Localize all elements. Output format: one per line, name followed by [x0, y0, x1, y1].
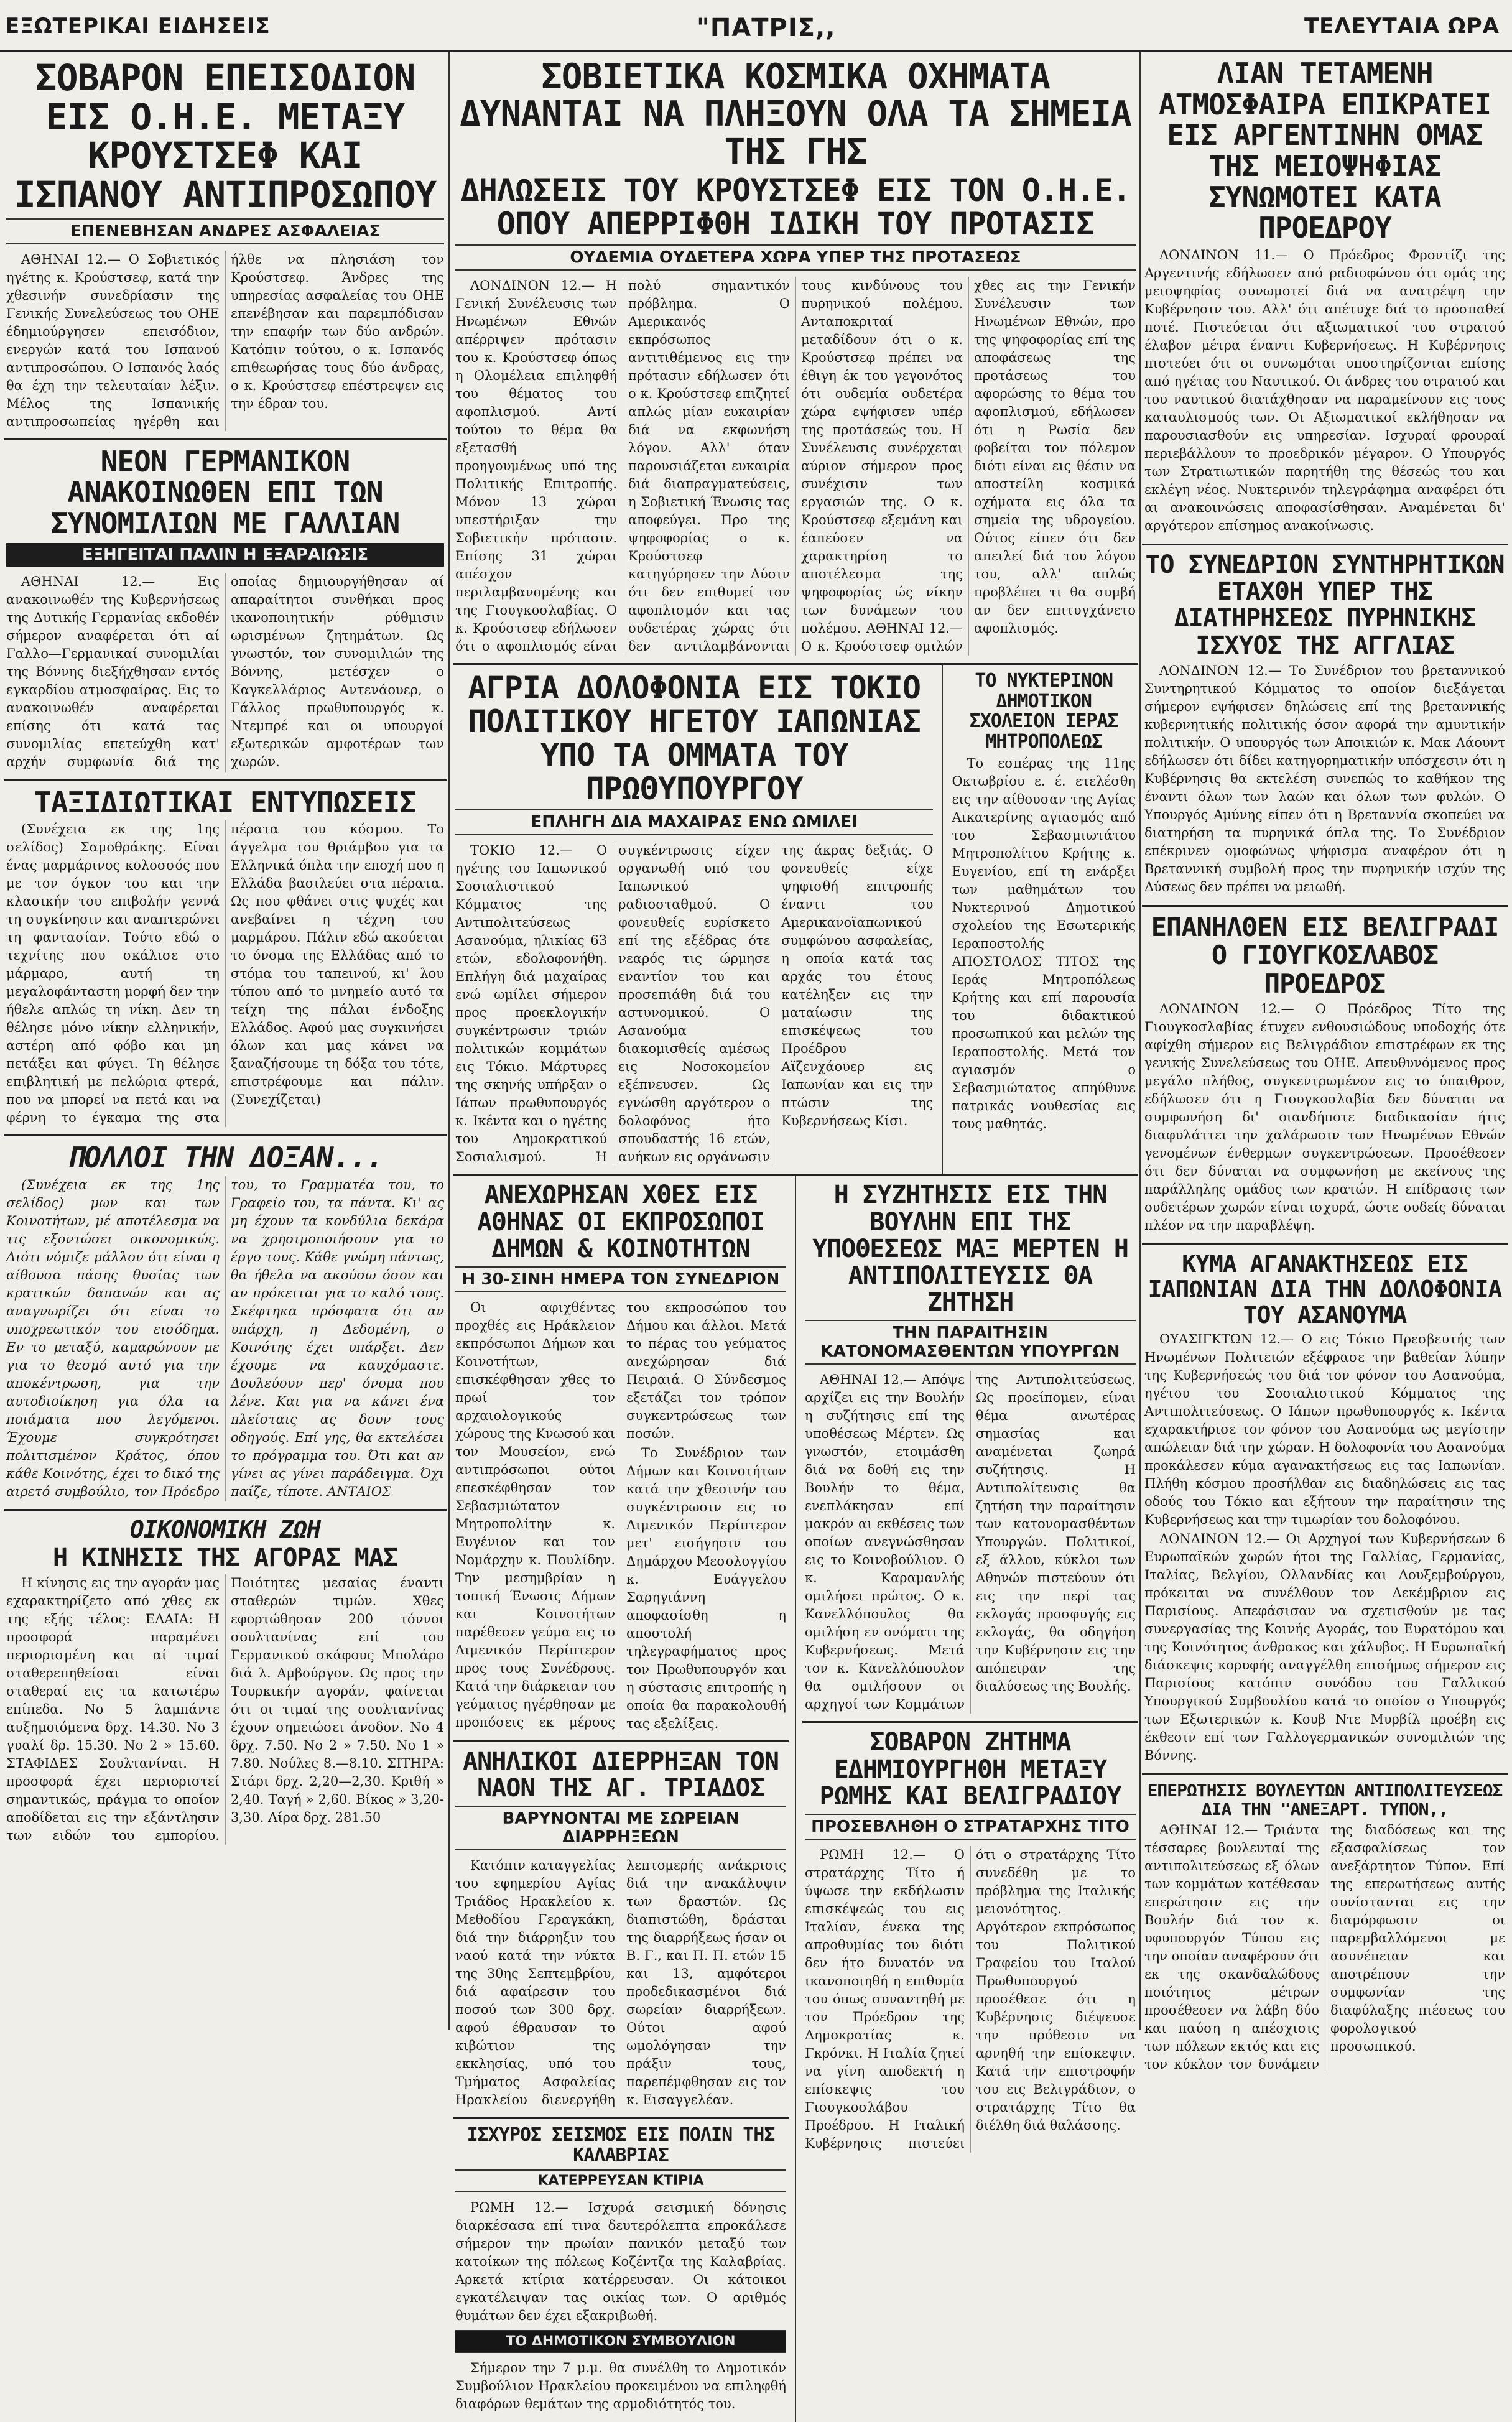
article-german-communique: [4, 440, 447, 781]
column-rule: [942, 665, 943, 1174]
column-rule: [1139, 52, 1141, 2030]
headline: ΑΝΕΧΩΡΗΣΑΝ ΧΘΕΣ ΕΙΣ ΑΘΗΝΑΣ ΟΙ ΕΚΠΡΟΣΩΠΟΙ ΔΗΜΩΝ & ΚΟΙΝΟΤΗΤΩΝ: [477, 1181, 764, 1263]
article-body: ΛΟΝΔΙΝΟΝ 12.— Ο Πρόεδρος Τίτο της Γιουγκοσλαβίας έτυχεν ενθουσιώδους υποδοχής ότε αφίχθη σήμερον εις Βελιγράδιον επιστρέφων εκ της γενικής Συνελεύσεως του ΟΗΕ. Απευθυνόμενος προς μεγάλο πλήθος, συγκεντρωμένον εις το ύπαιθρον, εδήλωσεν ότι η Γιουγκοσλαβία δεν δύναται να συμφωνήση δι' οιανδήποτε διαδικασίαν ήτις διαφυλάττει την χαλάρωσιν των Ηνωμένων Εθνών γενομένων ένθερμων συγκεντρώσεων. Προσέθεσεν ότι δεν δύναται να συμφωνήση με εκείνους της παράλληλης ομάδος των κρατών. Η επίδρασις των ουδετέρων χωρών είναι ισχυρά, ώστε ουδείς δύναται πλέον να την παραβλέψη.: [1144, 1001, 1505, 1233]
article-body: (Συνέχεια εκ της 1ης σελίδος) μων και των Κοινοτήτων, μέ αποτέλεσμα να τις εξοντώσει οικονομικώς. Διότι νόμιζε μάλλον ότι είναι η αίθουσα πάσης θυσίας των κρατικών δαπανών και ας αναγνωρίζει ότι είναι το υποχρεωτικόν του εισόδημα. Εν το μεταξύ, καμαρώνουν με για το θεσμό αυτό για την αποκέντρωση, για την αυτοδιοίκηση για όλα τα ποιάματα που λεγόμενοι. Έχουμε συγκρότησει πολιτισμένον Κράτος, όπου κάθε Κοινότης, έχει το δικό της αιρετό συμβούλιο, τον Πρόεδρο του, το Γραμματέα του, το Γραφείο του, τα πάντα. Κι' ας μη έχουν τα κονδύλια δεκάρα να χρησιμοποιήσουν για το έργο τους. Κάθε γνώμη πάντως, θα ήθελα να ακούσω όσον και αν πρόκειται για το καλό τους. Σκέφτηκα πρόσφατα ότι αν υπάρχη, η Δεδομένη, ο Κοινότης έχει υπάρξει. Δεν έχουμε να καυχόμαστε. Δουλεύουν περ' όνομα που λένε. Και για να κάνει ένα πλείσταις ας δουν τους οδηγούς. Επί γης, θα εκτελέσει το πρόγραμμα του. Ότι και αν γίνει ας γίνει παράδειγμα. Όχι παίζε, τίποτε. ΑΝΤΑΙΟΣ: [6, 1177, 444, 1499]
article-argentina: [1142, 52, 1508, 545]
column-left: [4, 52, 447, 2030]
article-body: (Συνέχεια εκ της 1ης σελίδος) Σαμοθράκης. Είναι ένας μαρμάρινος κολοσσός που με τον όγκον του και την κλασικήν του επιβολήν γεννά τη συγκίνησιν και αναπτερώνει τη φαντασίαν. Τούτο εδώ ο τεχνίτης που σκάλισε στο μάρμαρο, αυτή τη μεγαλοφάνταστη μορφή δεν την ήθελε απλώς τη νίκη. Δεν τη θέλησε μόνο νίκην ελληνικήν, αστέρη από φόβο και μη πετάξει και φύγει. Τη θέλησε επιβλητική με πελώρια φτερά, που να μπορεί να πετά και να φέρνη το έγκαμα της στα πέρατα του κόσμου. Το άγγελμα του θριάμβου για τα Ελληνικά όπλα την εποχή που η Ελλάδα βασιλεύει στα πέρατα. Ως που φθάνει στις ψυχές και ανεβαίνει η τέχνη του μαρμάρου. Πάλιν εδώ ακούεται το όνομα της Ελλάδας από το στόμα του ταπεινού, κι' λου τύπου από το μνημείο αυτό τα τείχη της πάλαι ένδοξης Ελλάδος. Αφού μας συγκινήσει όλων και μας κάνει να ξαναζήσουμε τη δόξα του τότε, επιστρέφουμε και πάλιν. (Συνεχίζεται): [6, 822, 444, 1126]
article-travel-impressions: [4, 781, 447, 1137]
article-body: ΟΥΑΣΙΓΚΤΩΝ 12.— Ο εις Τόκιο Πρεσβευτής των Ηνωμένων Πολιτειών εξέφρασε την βαθείαν λύπην της Κυβερνήσεώς του διά τον φόνον του Ασανούμα, ηγέτου του Σοσιαλιστικού Κόμματος της Αντιπολιτεύσεως. Ο Ιάπων πρωθυπουργός κ. Ικέντα εχαρακτήρισε τον φόνον του Ασανούμα ως μεγίστην απώλειαν διά την χώραν. Η δολοφονία του Ασανούμα προκάλεσεν κύμα αγανακτήσεως εις τας Ιαπωνίαν. Πλήθη κόσμου προσήλθαν εις διαδηλώσεις εις τας οδούς του Τόκιο και εξήτουν την παραίτησιν της Κυβερνήσεως και την τιμωρίαν του δολοφόνου. ΛΟΝΔΙΝΟΝ 12.— Οι Αρχηγοί των Κυβερνήσεων 6 Ευρωπαϊκών χωρών ήτοι της Γαλλίας, Γερμανίας, Ιταλίας, Βελγίου, Ολλανδίας και Λουξεμβούργου, πρόκειται να συνέλθουν τον Δεκέμβριον εις Παρισίους. Απεφάσισαν να σχετισθούν με τας συνεργασίας της Κοινής Αγοράς, του Ευρατόμου και της Κοινότητος άνθρακος και χάλυβος. Η Ευρωπαϊκή διάσκεψις κορυφής αναγγέλθη επισήμως σήμερον εις Παρισίους κατόπιν συνόδου του Γαλλικού Υπουργικού Συμβουλίου κατά το οποίον ο Υπουργός των Εξωτερικών κ. Κουβ Ντε Μυρβίλ προέβη εις έκθεσιν επί των Γαλλογερμανικών συνομιλιών της Βόννης.: [1144, 1331, 1505, 1763]
article-calabria-quake: [453, 2119, 789, 2422]
article-body: ΑΘΗΝΑΙ 12.— Εις ανακοινωθέν της Κυβερνήσεως της Δυτικής Γερμανίας εκδοθέν σήμερον αναφέρεται ότι αί Γαλλο—Γερμανικαί συνομιλίαι της Βόννης διεξήχθησαν εντός εγκαρδίου ατμοσφαίρας. Εις το ανακοινωθέν αναφέρεται επίσης ότι κατά τας συνομιλίας επετεύχθη κατ' αρχήν συμφωνία διά της οποίας δημιουργήθησαν αί απαραίτητοι συνθήκαι προς ικανοποιητικήν ρύθμισιν ωρισμένων ζητημάτων. Ως γνωστόν, τον συνομιλιών της Βόννης, μετέσχεν ο Καγκελλάριος Αντενάουερ, ο Γάλλος πρωθυπουργός κ. Ντεμπρέ και οι υπουργοί εξωτερικών αμφοτέρων των χωρών.: [6, 573, 444, 769]
headline: ΚΥΜΑ ΑΓΑΝΑΚΤΗΣΕΩΣ ΕΙΣ ΙΑΠΩΝΙΑΝ ΔΙΑ ΤΗΝ ΔΟΛΟΦΟΝΙΑ ΤΟΥ ΑΣΑΝΟΥΜΑ: [1148, 1250, 1502, 1329]
article-un-incident: [4, 52, 447, 440]
article-body: ΡΩΜΗ 12.— Ο στρατάρχης Τίτο ή ύψωσε την εκδήλωσιν επισκέψεώς του εις Ιταλίαν, ένεκα της απροθυμίας του διότι δεν ήτο δυνατόν να ικανοποιηθή η επιθυμία του όπως συναντηθή με τον Πρόεδρον της Δημοκρατίας κ. Γκρόνκι. Η Ιταλία ζητεί να γίνη αποδεκτή η επίσκεψις του Γιουγκοσλάβου Προέδρου. Η Ιταλική Κυβέρνησις πιστεύει ότι ο στρατάρχης Τίτο συνεδέθη με το πρόβλημα της Ιταλικής μειονότητος. Αργότερον εκπρόσωπος του Πολιτικού Γραφείου του Ιταλού Πρωθυπουργού προσέθεσε ότι η Κυβέρνησις διέψευσε την πρόθεσιν να αρνηθή την επίσκεψιν. Κατά την επιστροφήν του εις Βελιγράδιον, ο στρατάρχης Τίτο θα διέλθη διά θαλάσσης.: [805, 1847, 1136, 2151]
subheadline: ΕΠΛΗΓΗ ΔΙΑ ΜΑΧΑΙΡΑΣ ΕΝΩ ΩΜΙΛΕΙ: [455, 809, 933, 835]
row-tokyo: [453, 665, 1138, 1176]
article-body: ΛΟΝΔΙΝΟΝ 12.— Το Συνέδριον του βρεταννικού Συντηρητικού Κόμματος το οποίον διεξάγεται σήμερον εψήφισεν δηλώσεις επί της βρεταννικής κυβερνητικής πολιτικής όσον αφορά την αμυντικήν πολιτικήν. Ο υπουργός των Αποικιών κ. Μακ Λάουντ εδήλωσεν ότι δίδει κατηγορηματικήν υπόσχεσιν ότι η Κυβέρνησις θα εκτελέση συνεπώς το καθήκον της έναντι όλων των λαών και όλων των φυλών. Ο Υπουργός Αμύνης είπεν ότι η Βρεταννία σκοπεύει να διατηρήση τα πυρηνικά όπλα της. Το Συνέδριον επέκρινεν ομοφώνως ψήφισμα αναφέρον ότι η Βρεταννική συμβολή προς την πυρηνικήν ισχύν της Δύσεως δεν πρέπει να μειωθή.: [1144, 662, 1505, 894]
article-economy: [4, 1511, 447, 1852]
article-tito-returns: [1142, 907, 1508, 1245]
headline: ΤΟ ΣΥΝΕΔΡΙΟΝ ΣΥΝΤΗΡΗΤΙΚΩΝ ΕΤΑΧΘΗ ΥΠΕΡ ΤΗΣ ΔΙΑΤΗΡΗΣΕΩΣ ΠΥΡΗΝΙΚΗΣ ΙΣΧΥΟΣ ΤΗΣ ΑΓΓΛΙΑΣ: [1145, 550, 1505, 660]
headline: ΠΟΛΛΟΙ ΤΗΝ ΔΟΞΑΝ...: [67, 1141, 383, 1175]
article-municipal-reps: [453, 1176, 789, 1742]
subheadline: ΚΑΤΕΡΡΕΥΣΑΝ ΚΤΙΡΙΑ: [455, 2169, 786, 2192]
article-body: Σήμερον την 7 μ.μ. θα συνέλθη το Δημοτικόν Συμβούλιον Ηρακλείου προκειμένου να επιληφθή διαφόρων θεμάτων της αρμοδιότητός του.: [455, 2360, 786, 2412]
article-rome-belgrade: [802, 1723, 1138, 2160]
headline-secondary: ΔΗΛΩΣΕΙΣ ΤΟΥ ΚΡΟΥΣΤΣΕΦ ΕΙΣ ΤΟΝ Ο.Η.Ε. ΟΠΟΥ ΑΠΕΡΡΙΦΘΗ ΙΔΙΚΗ ΤΟΥ ΠΡΟΤΑΣΙΣ: [460, 172, 1131, 243]
subheadline: ΤΗΝ ΠΑΡΑΙΤΗΣΙΝ ΚΑΤΟΝΟΜΑΣΘΕΝΤΩΝ ΥΠΟΥΡΓΩΝ: [805, 1320, 1136, 1365]
headline: Η ΚΙΝΗΣΙΣ ΤΗΣ ΑΓΟΡΑΣ ΜΑΣ: [53, 1543, 397, 1572]
article-body: ΡΩΜΗ 12.— Ισχυρά σεισμική δόνησις διαρκέσασα επί τινα δευτερόλεπτα επροκάλεσε σήμερον την πρωίαν πανικόν μεταξύ των κατοίκων της πόλεως Κοζέντζα της Καλαβρίας. Αρκετά κτίρια κατέρρευσαν. Οι κάτοικοι εγκατέλειψαν τας οικίας των. Ο αριθμός θυμάτων δεν έχει εξακριβωθή.: [455, 2200, 786, 2324]
subheadline: Η 30-ΣΙΝΗ ΗΜΕΡΑ ΤΟΝ ΣΥΝΕΔΡΙΟΝ: [455, 1266, 786, 1292]
article-conservatives: [1142, 545, 1508, 907]
article-body: ΑΘΗΝΑΙ 12.— Τριάντα τέσσαρες βουλευταί της αντιπολιτεύσεως εξ όλων των κομμάτων κατέθεσαν επερώτησιν εις την Βουλήν διά τον κ. υφυπουργόν Τύπου εις την οποίαν αναφέρουν ότι εκ της σκανδαλώδους ποιότητος μέτρων προσέθεσεν να λάβη δύο και παύση η απέσχισις των πόλεων εκτός και εις τον κύκλον τον δυνάμειν της διαδόσεως και της εξασφαλίσεως τον ανεξάρτητον Τύπον. Επί της επερωτήσεως αυτής συνίστανται εις την διαμόρφωσιν οι παρεμβαλλόμενοι με ασυνέπειαν και αποτρέπουν την συμφωνίαν της διαφύλαξης πιέσεως του φορολογικού προσωπικού.: [1144, 1822, 1505, 2072]
article-body: Η κίνησις εις την αγοράν μας εχαρακτηρίζετο από χθες εκ της εξής τέλος: ΕΛΑΙΑ: Η προσφορά παραμένει περιορισμένη και αί τιμαί σταθερεπηθείσαι είναι σταθεραί εις τα κατωτέρω επίπεδα. Νο 5 λαμπάντε αυξημοιόμενα δρχ. 14.30. Νο 3 γυαλί δρ. 15.30. Νο 2 » 15.60. ΣΤΑΦΙΔΕΣ Σουλτανίναι. Η προσφορά έχει περιοριστεί σημαντικώς, πράγμα το οποίον αποδίδεται εις την εξάντλησιν των ειδών του εμπορίου. Ποιότητες μεσαίας έναντι σταθερών τιμών. Χθες εφορτώθησαν 200 τόννοι σουλτανίνας επί του Γερμανικού σκάφους Μπολάρο διά λ. Αμβούργον. Ως προς την Τουρκικήν αγοράν, φαίνεται ότι οι τιμαί της σουλτανίνας έχουν σημειώσει άνοδον. Νο 4 δρχ. 7.50. Νο 2 » 7.50. Νο 1 » 7.80. Νούλες 8.—8.10. ΣΙΤΗΡΑ: Στάρι δρχ. 2,20—2,30. Κριθή » 2,40. Ταγή » 2,60. Βίκος » 3,20-3,30. Λίρα δρχ. 281.50: [6, 1575, 444, 1844]
column-rule: [448, 52, 450, 2030]
headline: ΙΣΧΥΡΟΣ ΣΕΙΣΜΟΣ ΕΙΣ ΠΟΛΙΝ ΤΗΣ ΚΑΛΑΒΡΙΑΣ: [466, 2124, 775, 2166]
article-mertens-debate: [802, 1176, 1138, 1723]
subheadline: ΕΞΗΓΕΙΤΑΙ ΠΑΛΙΝ Η ΕΞΑΡΑΙΩΣΙΣ: [6, 543, 444, 567]
lower-center-left: [453, 1176, 789, 2422]
column-rule: [795, 1176, 796, 2422]
subheadline: ΒΑΡΥΝΟΝΤΑΙ ΜΕ ΣΩΡΕΙΑΝ ΔΙΑΡΡΗΞΕΩΝ: [455, 1806, 786, 1850]
subheadline: ΟΥΔΕΜΙΑ ΟΥΔΕΤΕΡΑ ΧΩΡΑ ΥΠΕΡ ΤΗΣ ΠΡΟΤΑΣΕΩΣ: [455, 244, 1136, 271]
newspaper-title: "ΠΑΤΡΙΣ,,: [697, 14, 836, 42]
article-body: Το εσπέρας της 11ης Οκτωβρίου ε. έ. ετελέσθη εις την αίθουσαν της Αγίας Αικατερίνης αγιασμός από του Σεβασμιωτάτου Μητροπολίτου Κρήτης κ. Ευγενίου, επί τη ενάρξει των μαθημάτων του Νυκτερινού Δημοτικού σχολείου της Εσωτερικής Ιεραποστολής ΑΠΟΣΤΟΛΟΣ ΤΙΤΟΣ της Ιεράς Μητροπόλεως Κρήτης και επί παρουσία του διδακτικού προσωπικού και μελών της Ιεραποστολής. Μετά τον αγιασμόν ο Σεβασμιώτατος απηύθυνε πατρικάς νουθεσίας εις τους μαθητάς.: [952, 755, 1136, 1131]
headline: ΣΟΒΑΡΟΝ ΖΗΤΗΜΑ ΕΔΗΜΙΟΥΡΓΗΘΗ ΜΕΤΑΞΥ ΡΩΜΗΣ ΚΑΙ ΒΕΛΙΓΡΑΔΙΟΥ: [819, 1728, 1121, 1811]
article-church-burglary: [453, 1742, 789, 2119]
section-label-right: ΤΕΛΕΥΤΑΙΑ ΩΡΑ: [1304, 14, 1500, 39]
subheadline: ΕΠΕΝΕΒΗΣΑΝ ΑΝΔΡΕΣ ΑΣΦΑΛΕΙΑΣ: [6, 218, 444, 244]
headline: ΣΟΒΑΡΟΝ ΕΠΕΙΣΟΔΙΟΝ ΕΙΣ Ο.Η.Ε. ΜΕΤΑΞΥ ΚΡΟΥΣΤΣΕΦ ΚΑΙ ΙΣΠΑΝΟΥ ΑΝΤΙΠΡΟΣΩΠΟΥ: [14, 57, 437, 216]
section-headline: ΟΙΚΟΝΟΜΙΚΗ ΖΩΗ: [129, 1515, 321, 1543]
headline: ΛΙΑΝ ΤΕΤΑΜΕΝΗ ΑΤΜΟΣΦΑΙΡΑ ΕΠΙΚΡΑΤΕΙ ΕΙΣ ΑΡΓΕΝΤΙΝΗΝ ΟΜΑΣ ΤΗΣ ΜΕΙΟΨΗΦΙΑΣ ΣΥΝΩΜΟΤΕΙ ΚΑΤΑ ΠΡΟΕΔΡΟΥ: [1159, 57, 1491, 245]
row-quake: [453, 2119, 789, 2422]
article-soviet-space: [453, 52, 1138, 665]
article-body: ΤΟΚΙΟ 12.— Ο ηγέτης του Ιαπωνικού Σοσιαλιστικού Κόμματος της Αντιπολιτεύσεως Ασανούμα, ηλικίας 63 ετών, εδολοφονήθη. Επλήγη διά μαχαίρας ενώ ωμίλει σήμερον προς προεκλογικήν συγκέντρωσιν τριών πολιτικών κομμάτων εις Τόκιο. Μάρτυρες της σκηνής υπήρξαν ο Ιάπων πρωθυπουργός κ. Ικέντα και ο ηγέτης του Δημοκρατικού Σοσιαλισμού. Η συγκέντρωσις είχεν οργανωθή υπό του Ιαπωνικού ραδιοσταθμού. Ο φονευθείς ευρίσκετο επί της εξέδρας ότε νεαρός τις ώρμησε εναντίον του και προσεπιάθη διά του αστυνομικού. Ο Ασανούμα διακομισθείς αμέσως εις Νοσοκομείον εξέπνευσεν. Ως εγνώσθη αργότερον ο δολοφόνος ήτο σπουδαστής 16 ετών, ανήκων εις οργάνωσιν της άκρας δεξιάς. Ο φονευθείς είχε ψηφισθή επιτροπής έναντι του Αμερικανοϊαπωνικού συμφώνου ασφαλείας, η οποία κατά τας αρχάς του έτους κατέληξεν εις την ματαίωσιν της επισκέψεως του Προέδρου Αϊζενχάουερ εις Ιαπωνίαν και εις την πτώσιν της Κυβερνήσεως Κίσι.: [455, 843, 934, 1165]
masthead: [0, 0, 1512, 52]
article-body: Οι αφιχθέντες προχθές εις Ηράκλειον εκπρόσωποι Δήμων και Κοινοτήτων, επισκέφθησαν χθες το πρωί τον αρχαιολογικούς χώρους της Κνωσού και τον Μουσείον, ενώ αντιπρόσωποι ούτοι επεσκέφθησαν τον Σεβασμιώτατον Μητροπολίτην κ. Ευγένιον και τον Νομάρχην κ. Πουλίδην. Την μεσημβρίαν η τοπική Ένωσις Δήμων και Κοινοτήτων παρέθεσεν γεύμα εις το Λιμενικόν Περίπτερον προς τους Συνέδρους. Κατά την διάρκειαν του γεύματος ηγέρθησαν με προπόσεις εκ μέρους του εκπροσώπου του Δήμου και άλλοι. Μετά το πέρας του γεύματος ανεχώρησαν διά Πειραιά. Ο Σύνδεσμος εξετάζει τον τρόπον συγκεντρώσεως των ποσών. Το Συνέδριον των Δήμων και Κοινοτήτων κατά την χθεσινήν του συγκέντρωσιν εις το Λιμενικόν Περίπτερον μετ' εισήγησιν του Δημάρχου Μεσολογγίου κ. Ευάγγελου Σαρηγιάννη αποφασίσθη η αποστολή τηλεγραφήματος προς τον Πρωθυπουργόν και η σύστασις επιτροπής η οποία θα παρακολουθή τας εξελίξεις.: [455, 1299, 786, 1731]
subheadline: ΠΡΟΣΕΒΛΗΘΗ Ο ΣΤΡΑΤΑΡΧΗΣ ΤΙΤΟ: [805, 1814, 1136, 1840]
headline: ΕΠΑΝΗΛΘΕΝ ΕΙΣ ΒΕΛΙΓΡΑΔΙ Ο ΓΙΟΥΓΚΟΣΛΑΒΟΣ ΠΡΟΕΔΡΟΣ: [1151, 911, 1499, 999]
headline: ΑΝΗΛΙΚΟΙ ΔΙΕΡΡΗΞΑΝ ΤΟΝ ΝΑΟΝ ΤΗΣ ΑΓ. ΤΡΙΑΔΟΣ: [463, 1747, 779, 1803]
article-body: Κατόπιν καταγγελίας του εφημερίου Αγίας Τριάδος Ηρακλείου κ. Μεθοδίου Γεραγκάκη, διά την διάρρηξιν του ναού κατά την νύκτα της 30ης Σεπτεμβρίου, διά αφαίρεσιν του ποσού των 300 δρχ. αφού έθραυσαν το κιβώτιον της εκκλησίας, υπό του Τμήματος Ασφαλείας Ηρακλείου διενεργήθη λεπτομερής ανάκρισις διά την ανακάλυψιν των δραστών. Ως διαπιστώθη, δράσται της διαρρήξεως ήσαν οι Β. Γ., και Π. Π. ετών 15 και 13, αμφότεροι προδεδικασμένοι διά σωρείαν διαρρήξεων. Ούτοι αφού ωμολόγησαν την πράξιν τους, παρεπέμφθησαν εις τον κ. Εισαγγελέαν.: [455, 1858, 786, 2108]
headline: ΤΟ ΝΥΚΤΕΡΙΝΟΝ ΔΗΜΟΤΙΚΟΝ ΣΧΟΛΕΙΟΝ ΙΕΡΑΣ ΜΗΤΡΟΠΟΛΕΩΣ: [969, 670, 1118, 753]
row-lower-center: [453, 1176, 1138, 2422]
article-night-school: [949, 665, 1138, 1174]
article-body: ΛΟΝΔΙΝΟΝ 12.— Η Γενική Συνέλευσις των Ηνωμένων Εθνών απέρριψεν πρότασιν του κ. Κρούστσεφ όπως η Ολομέλεια επιληφθή του θέματος του αφοπλισμού. Αντί τούτου το θέμα θα εξετασθή προηγουμένως υπό της Πολιτικής Επιτροπής. Μόνον 13 χώραι υπεστήριξαν την Σοβιετικήν πρότασιν. Επίσης 31 χώραι απέσχον περιλαμβανομένης και της Γιουγκοσλαβίας. Ο κ. Κρούστσεφ εδήλωσεν ότι ο αφοπλισμός είναι πολύ σημαντικόν πρόβλημα. Ο Αμερικανός εκπρόσωπος αντιτιθέμενος εις την πρότασιν εδήλωσεν ότι ο κ. Κρούστσεφ επιζητεί απλώς μίαν ευκαιρίαν διά να εκφωνήση λόγον. Αλλ' όταν παρουσιάζεται ευκαιρία διά διαπραγματεύσεις, η Σοβιετική Ένωσις τας αποφεύγει. Προ της ψηφοφορίας ο κ. Κρούστσεφ κατηγόρησεν την Δύσιν ότι δεν επιθυμεί τον αφοπλισμόν και τας ουδετέρας χώρας ότι δεν αντιλαμβάνονται τους κινδύνους του πυρηνικού πολέμου. Ανταποκριταί μεταδίδουν ότι ο κ. Κρούστσεφ πρέπει να έθιγη έκ του γεγονότος ότι ουδεμία ουδετέρα χώρα εψήφισεν υπέρ της προτάσεώς του. Η Συνέλευσις συνέρχεται αύριον σήμερον προς συνέχισιν των εργασιών της. Ο κ. Κρούστσεφ εξεμάνη και έαπεύσεν να χαρακτηρίση το αποτέλεσμα της ψηφοφορίας ώς νίκην των δυνάμεων του πολέμου. ΑΘΗΝΑΙ 12.—Ο κ. Κρούστσεφ ομιλών χθες εις την Γενικήν Συνέλευσιν των Ηνωμένων Εθνών, προ της ψηφοφορίας επί της αποφάσεως της προτάσεως του αφορώσης το θέμα του αφοπλισμού, εδήλωσεν ότι η Ρωσία δεν φοβείται τον πόλεμον διότι είναι εις θέσιν να αποστείλη κοσμικά οχήματα εις όλα τα σημεία της υδρογείου. Ούτος είπεν ότι δεν απειλεί διά του λόγου του, αλλ' απλώς προβλέπει τι θα συμβή αν δεν επιτυγχάνετο αφοπλισμός.: [455, 278, 1136, 654]
headline: ΣΟΒΙΕΤΙΚΑ ΚΟΣΜΙΚΑ ΟΧΗΜΑΤΑ ΔΥΝΑΝΤΑΙ ΝΑ ΠΛΗΞΟΥΝ ΟΛΑ ΤΑ ΣΗΜΕΙΑ ΤΗΣ ΓΗΣ: [460, 57, 1131, 172]
article-press-interpellation: [1142, 1775, 1508, 2081]
article-body: ΑΘΗΝΑΙ 12.— Απόψε αρχίζει εις την Βουλήν η συζήτησις επί της υποθέσεως Μέρτεν. Ως γνωστόν, ετοιμάσθη διά να δοθή εις την Βουλήν το θέμα, ενεπλάκησαν επί μακρόν αι εκθέσεις των οποίων ανεγνώσθησαν εις το Κοινοβούλιον. Ο κ. Καραμανλής ομιλήσει πρώτος. Ο κ. Κανελλόπουλος θα ομιλήση εν ονόματι της Κυβερνήσεως. Μετά τον κ. Κανελλόπουλον θα ομιλήσουν οι αρχηγοί των Κομμάτων της Αντιπολιτεύσεως. Ως προείπομεν, είναι θέμα ανωτέρας σημασίας και αναμένεται ζωηρά συζήτησις. Η Αντιπολίτευσις θα ζητήση την παραίτησιν των κατονομασθέντων Υπουργών. Πολιτικοί, εξ άλλου, κύκλοι των Αθηνών πιστεύουν ότι εις την περί τας εκλογάς προσφυγής εις εκλογάς, θα οδηγήση την Κυβέρνησιν εις την απόπειραν της διαλύσεως της Βουλής.: [805, 1372, 1136, 1712]
lower-center-right: [802, 1176, 1138, 2422]
article-body: ΛΟΝΔΙΝΟΝ 11.— Ο Πρόεδρος Φροντίζι της Αργεντινής εδήλωσεν από ραδιοφώνου ότι ομάς της μειοψηφίας συνωμοτεί διά να ανατρέψη την Κυβέρνησιν του. Αλλ' ότι απέτυχε διά το προσπαθεί ποτέ. Πιστεύεται ότι αξιωματικοί του στρατού έλαβον μέτρα έναντι Κυβερνήσεως. Η Κυβέρνησις πιστεύει ότι οι συνωμόται υποστηρίζονται επίσης από ηγέτας του Ναυτικού. Οι άνδρες του στρατού και του ναυτικού διατάχθησαν να παραμείνουν εις τους καταυλισμούς των. Οι Αξιωματικοί εκλήθησαν να παρουσιασθούν εις υπηρεσίαν. Ισχυραί φρουραί περιεβάλλουν το προεδρικόν μέγαρον. Ο Υπουργός των Στρατιωτικών παρητήθη της θέσεώς του και εκλέγη νέος. Νυκτερινόν τηλεγράφημα αναφέρει ότι αι ανακοινώσεις αποφασίσθησαν. Αναμένεται δι' αργότερον επίσημος ανακοίνωσις.: [1144, 248, 1505, 534]
headline: ΤΟ ΔΗΜΟΤΙΚΟΝ ΣΥΜΒΟΥΛΙΟΝ: [455, 2330, 786, 2353]
headline: Η ΣΥΖΗΤΗΣΙΣ ΕΙΣ ΤΗΝ ΒΟΥΛΗΝ ΕΠΙ ΤΗΣ ΥΠΟΘΕΣΕΩΣ ΜΑΞ ΜΕΡΤΕΝ Η ΑΝΤΙΠΟΛΙΤΕΥΣΙΣ ΘΑ ΖΗΤΗΣΗ: [812, 1181, 1128, 1317]
article-polloi-doxan: [4, 1136, 447, 1511]
headline: ΑΓΡΙΑ ΔΟΛΟΦΟΝΙΑ ΕΙΣ ΤΟΚΙΟ ΠΟΛΙΤΙΚΟΥ ΗΓΕΤΟΥ ΙΑΠΩΝΙΑΣ ΥΠΟ ΤΑ ΟΜΜΑΤΑ ΤΟΥ ΠΡΩΘΥΠΟΥΡΓΟΥ: [468, 670, 921, 807]
headline: ΤΑΞΙΔΙΩΤΙΚΑΙ ΕΝΤΥΠΩΣΕΙΣ: [34, 785, 416, 819]
article-tokyo-assassination: [453, 665, 935, 1174]
column-right: [1142, 52, 1508, 2072]
column-center: [453, 52, 1138, 2412]
article-body: ΑΘΗΝΑΙ 12.— Ο Σοβιετικός ηγέτης κ. Κρούστσεφ, κατά την χθεσινήν συνεδρίασιν της Γενικής Συνελεύσεως του ΟΗΕ έδημιούργησεν επεισόδιον, ενεργών κατά του Ισπανού αντιπροσώπου. Ο Ισπανός λαός θα έχη την τελευταίαν λέξιν. Μέλος της Ισπανικής αντιπροσωπείας ηγέρθη και ήλθε να πλησιάση τον Κρούστσεφ. Άνδρες της υπηρεσίας ασφαλείας του ΟΗΕ επενέβησαν και παρεμπόδισαν την επαφήν των δύο ανδρών. Κατόπιν τούτου, ο κ. Ισπανός επιθεωρήσας τους δύο άνδρας, ο κ. Κρούστσεφ επέστρεψεν εις την έδραν του.: [6, 251, 444, 429]
headline: ΝΕΟΝ ΓΕΡΜΑΝΙΚΟΝ ΑΝΑΚΟΙΝΩΘΕΝ ΕΠΙ ΤΩΝ ΣΥΝΟΜΙΛΙΩΝ ΜΕ ΓΑΛΛΙΑΝ: [50, 444, 400, 540]
article-japan-outrage: [1142, 1245, 1508, 1775]
section-label-left: ΕΞΩΤΕΡΙΚΑΙ ΕΙΔΗΣΕΙΣ: [5, 14, 271, 39]
headline: ΕΠΕΡΩΤΗΣΙΣ ΒΟΥΛΕΥΤΩΝ ΑΝΤΙΠΟΛΙΤΕΥΣΕΩΣ ΔΙΑ ΤΗΝ "ΑΝΕΞΑΡΤ. ΤΥΠΟΝ,,: [1147, 1779, 1503, 1820]
